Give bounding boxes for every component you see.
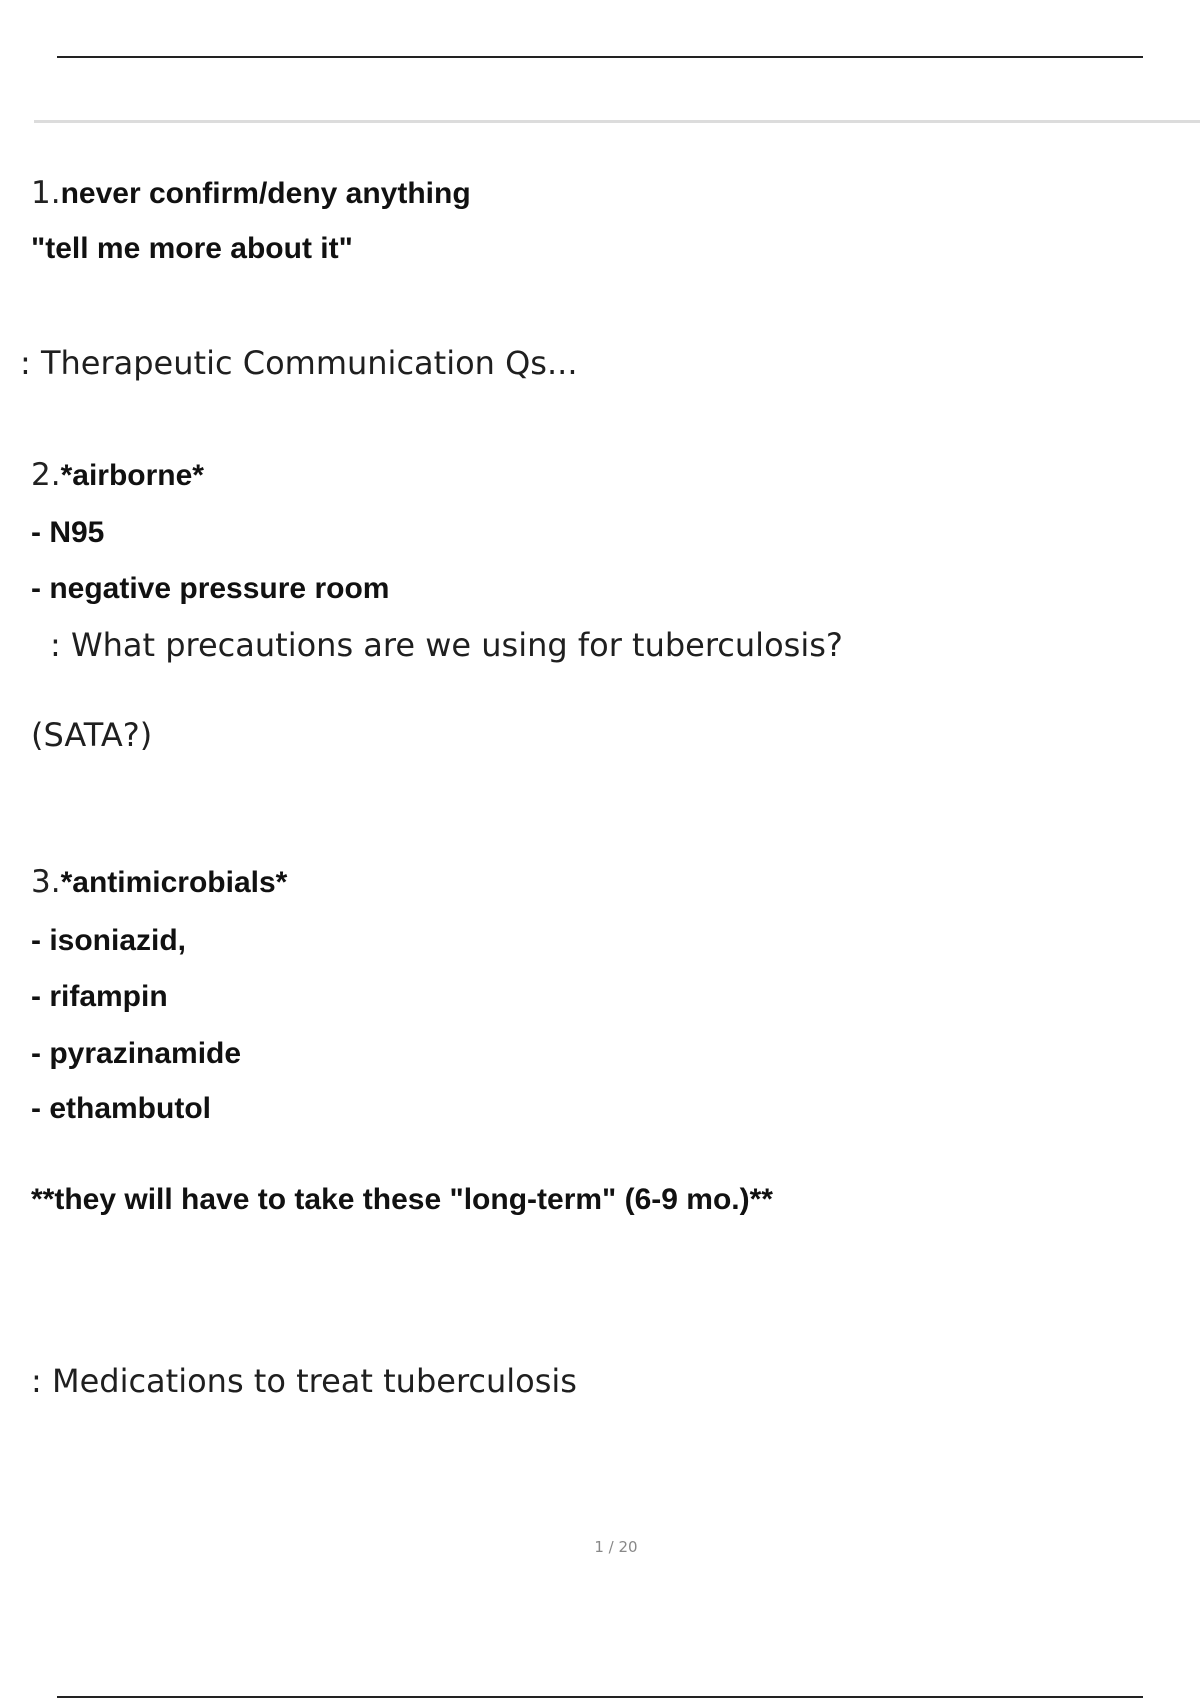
card-3-answer-line-4: - pyrazinamide bbox=[31, 1037, 242, 1070]
card-1-first-line bbox=[31, 175, 471, 211]
card-1-answer-line-1: never confirm/deny anything bbox=[60, 177, 471, 210]
card-2-answer-line-3: - negative pressure room bbox=[31, 572, 390, 605]
card-3-answer-line-2: - isoniazid, bbox=[31, 924, 187, 957]
card-3-answer-line-1: *antimicrobials* bbox=[60, 866, 288, 899]
card-2-question-line-1: : What precautions are we using for tuberculosis? bbox=[50, 626, 843, 664]
card-2-answer-line-2: - N95 bbox=[31, 516, 105, 549]
card-3-answer-line-6: **they will have to take these "long-term" (6-9 mo.)** bbox=[31, 1183, 773, 1216]
card-1-answer-line-2: "tell me more about it" bbox=[31, 232, 353, 265]
card-2-answer-line-1: *airborne* bbox=[60, 459, 204, 492]
card-3-answer-line-5: - ethambutol bbox=[31, 1092, 211, 1125]
card-2-first-line bbox=[31, 457, 204, 493]
card-1-question: : Therapeutic Communication Qs... bbox=[20, 344, 578, 382]
top-rule bbox=[57, 56, 1143, 58]
card-1-number: 1. bbox=[31, 175, 61, 211]
bottom-rule bbox=[57, 1696, 1143, 1698]
card-3-number: 3. bbox=[31, 864, 61, 900]
card-2-number: 2. bbox=[31, 457, 61, 493]
card-3-first-line bbox=[31, 864, 287, 900]
card-3-question: : Medications to treat tuberculosis bbox=[31, 1362, 577, 1400]
card-3-answer-line-3: - rifampin bbox=[31, 980, 168, 1013]
header-divider bbox=[34, 120, 1200, 123]
page-indicator: 1 / 20 bbox=[594, 1538, 638, 1556]
card-2-question-line-2: (SATA?) bbox=[31, 716, 153, 754]
